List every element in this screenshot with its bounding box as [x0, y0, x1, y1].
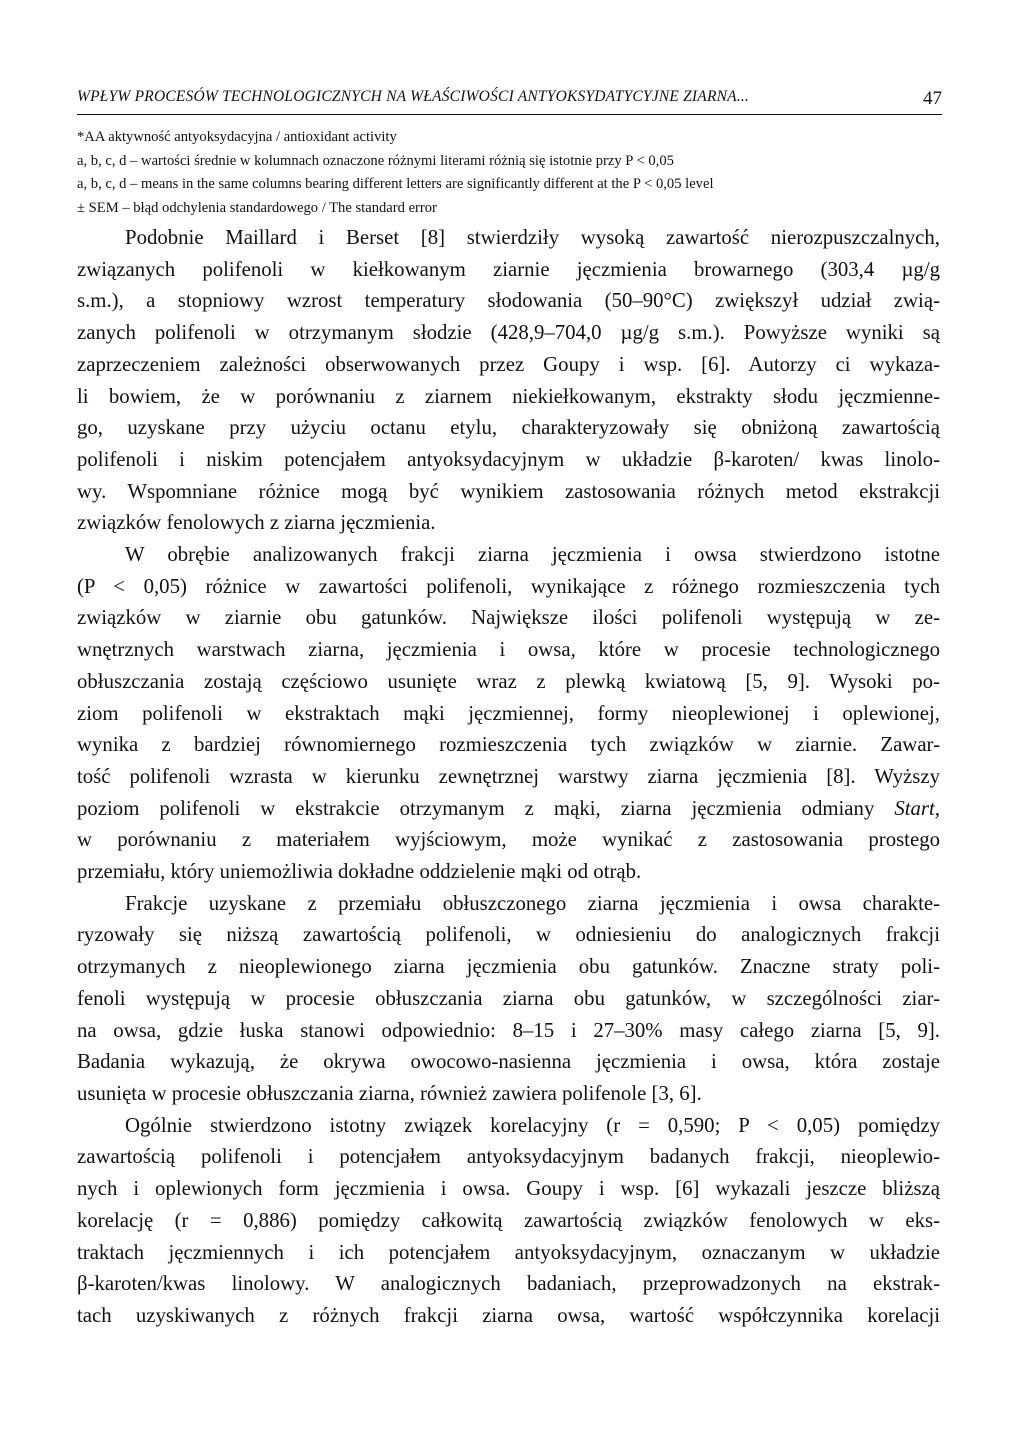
text-line: fenoli występują w procesie obłuszczania ziarna obu gatunków, w szczególności ziar-	[77, 986, 940, 1010]
text-line: Podobnie Maillard i Berset [8] stwierdziły wysoką zawartość nierozpuszczalnych,	[125, 226, 940, 249]
text-line: przemiału, który uniemożliwia dokładne oddzielenie mąki od otrąb.	[77, 860, 642, 884]
text-line: zanych polifenoli w otrzymanym słodzie (428,9–704,0 µg/g s.m.). Powyższe wyniki są	[77, 321, 940, 345]
text-line: traktach jęczmiennych i ich potencjałem antyoksydacyjnym, oznaczanym w układzie	[77, 1240, 940, 1264]
text-line: li bowiem, że w porównaniu z ziarnem niekiełkowanym, ekstrakty słodu jęczmienne-	[77, 384, 940, 408]
text-line: ryzowały się niższą zawartością polifenoli, w odniesieniu do analogicznych frakcji	[77, 923, 940, 947]
text-segment: poziom polifenoli w ekstrakcie otrzymanym z mąki, ziarna jęczmienia odmiany	[77, 796, 875, 820]
text-line: tość polifenoli wzrasta w kierunku zewnętrznej warstwy ziarna jęczmienia [8]. Wyższy	[77, 764, 940, 788]
text-line: na owsa, gdzie łuska stanowi odpowiednio: 8–15 i 27–30% masy całego ziarna [5, 9].	[77, 1018, 940, 1042]
text-line: wy. Wspomniane różnice mogą być wynikiem zastosowania różnych metod ekstrakcji	[77, 479, 940, 503]
text-line: usunięta w procesie obłuszczania ziarna, również zawiera polifenole [3, 6].	[77, 1081, 702, 1105]
text-line: otrzymanych z nieoplewionego ziarna jęczmienia obu gatunków. Znaczne straty poli-	[77, 955, 940, 979]
text-line: s.m.), a stopniowy wzrost temperatury słodowania (50–90°C) zwiększył udział zwią-	[77, 289, 940, 313]
footnote-sem: ± SEM – błąd odchylenia standardowego / The standard error	[77, 199, 437, 216]
text-line: tach uzyskiwanych z różnych frakcji ziarna owsa, wartość współczynnika korelacji	[77, 1303, 940, 1327]
paragraph-3	[77, 888, 940, 1110]
text-line: wynika z bardziej równomiernego rozmieszczenia tych związków w ziarnie. Zawar-	[77, 733, 940, 757]
body-text	[77, 222, 940, 1332]
text-line: w porównaniu z materiałem wyjściowym, może wynikać z zastosowania prostego	[77, 828, 940, 852]
table-footnotes	[77, 126, 942, 220]
text-line: zaprzeczeniem zależności obserwowanych przez Goupy i wsp. [6]. Autorzy ci wykaza-	[77, 352, 940, 376]
footnote-aa: *AA aktywność antyoksydacyjna / antioxidant activity	[77, 129, 397, 145]
text-line: związków w ziarnie obu gatunków. Największe ilości polifenoli występują w ze-	[77, 606, 940, 630]
text-line: związków fenolowych z ziarna jęczmienia.	[77, 511, 436, 535]
text-line: W obrębie analizowanych frakcji ziarna jęczmienia i owsa stwierdzono istotne	[125, 543, 940, 567]
paragraph-1	[77, 222, 940, 539]
text-line: zawartością polifenoli i potencjałem antyoksydacyjnym badanych frakcji, nieoplewio-	[77, 1145, 940, 1169]
text-line: β-karoten/kwas linolowy. W analogicznych badaniach, przeprowadzonych na ekstrak-	[77, 1272, 940, 1296]
text-line	[77, 793, 940, 825]
paragraph-4	[77, 1110, 940, 1332]
text-line: wnętrznych warstwach ziarna, jęczmienia i owsa, które w procesie technologicznego	[77, 638, 940, 662]
paragraph-2	[77, 539, 940, 888]
text-line: nych i oplewionych form jęczmienia i owsa. Goupy i wsp. [6] wykazali jeszcze bliższą	[77, 1177, 940, 1201]
variety-name: Start,	[894, 796, 941, 820]
text-line: go, uzyskane przy użyciu octanu etylu, charakteryzowały się obniżoną zawartością	[77, 416, 940, 440]
text-line: ziom polifenoli w ekstraktach mąki jęczmiennej, formy nieoplewionej i oplewionej,	[77, 701, 940, 725]
text-line: polifenoli i niskim potencjałem antyoksydacyjnym w układzie β-karoten/ kwas linolo-	[77, 447, 940, 471]
text-line: obłuszczania zostają częściowo usunięte wraz z plewką kwiatową [5, 9]. Wysoki po-	[77, 669, 940, 693]
text-line: Badania wykazują, że okrywa owocowo-nasienna jęczmienia i owsa, która zostaje	[77, 1050, 940, 1074]
text-line: związanych polifenoli w kiełkowanym ziarnie jęczmienia browarnego (303,4 µg/g	[77, 257, 940, 281]
running-head: WPŁYW PROCESÓW TECHNOLOGICZNYCH NA WŁAŚCIWOŚCI ANTYOKSYDATYCYJNE ZIARNA...	[77, 88, 750, 105]
footnote-letters-en: a, b, c, d – means in the same columns bearing different letters are significantly different at the P < 0,05 level	[77, 176, 714, 192]
page-header	[77, 88, 942, 115]
page-number: 47	[923, 88, 942, 109]
footnote-letters-pl: a, b, c, d – wartości średnie w kolumnach oznaczone różnymi literami różnią się istotnie przy P < 0,05	[77, 152, 674, 169]
text-line: Frakcje uzyskane z przemiału obłuszczonego ziarna jęczmienia i owsa charakte-	[125, 891, 940, 915]
text-line: (P < 0,05) różnice w zawartości polifenoli, wynikające z różnego rozmieszczenia tych	[77, 574, 940, 598]
text-line: korelację (r = 0,886) pomiędzy całkowitą zawartością związków fenolowych w eks-	[77, 1208, 940, 1232]
text-line: Ogólnie stwierdzono istotny związek korelacyjny (r = 0,590; P < 0,05) pomiędzy	[125, 1113, 940, 1137]
